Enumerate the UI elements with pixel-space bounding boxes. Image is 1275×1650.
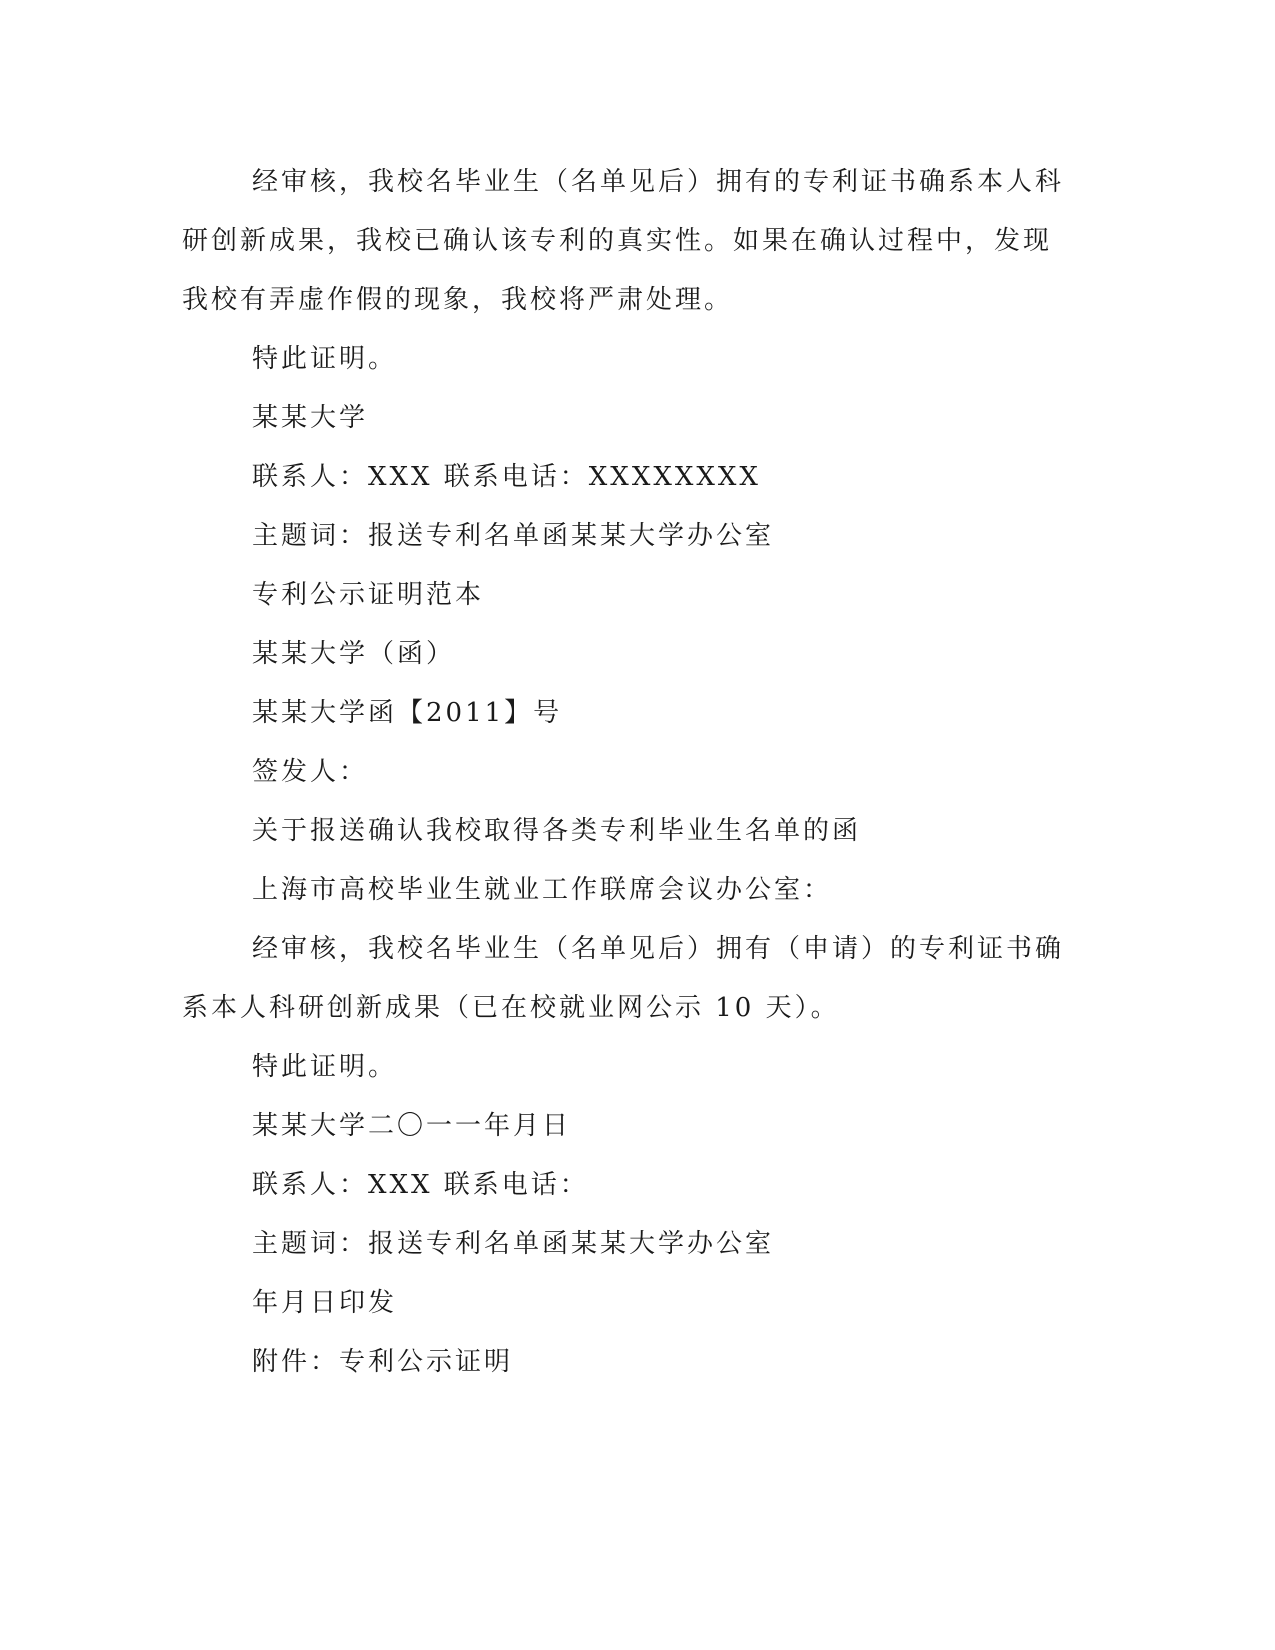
paragraph-line: 联系人：XXX 联系电话：XXXXXXXX [252, 462, 761, 492]
paragraph-line: 特此证明。 [252, 344, 398, 374]
paragraph-line: 某某大学（函） [252, 639, 456, 669]
paragraph-line: 特此证明。 [252, 1052, 398, 1082]
paragraph-line: 联系人：XXX 联系电话： [252, 1170, 589, 1200]
paragraph-line: 某某大学二〇一一年月日 [252, 1111, 572, 1141]
paragraph-line: 附件：专利公示证明 [252, 1347, 514, 1377]
paragraph-line: 我校有弄虚作假的现象，我校将严肃处理。 [182, 285, 734, 315]
document-body [182, 162, 1065, 1401]
paragraph-line: 主题词：报送专利名单函某某大学办公室 [252, 521, 775, 551]
paragraph-line: 年月日印发 [252, 1288, 398, 1318]
paragraph-line: 某某大学 [252, 403, 369, 433]
paragraph-line: 上海市高校毕业生就业工作联席会议办公室： [252, 875, 833, 905]
paragraph-line: 专利公示证明范本 [252, 580, 485, 610]
paragraph-line: 经审核，我校名毕业生（名单见后）拥有的专利证书确系本人科 [252, 167, 1065, 197]
paragraph-line: 研创新成果，我校已确认该专利的真实性。如果在确认过程中，发现 [182, 226, 1053, 256]
paragraph-line: 系本人科研创新成果（已在校就业网公示 10 天）。 [182, 993, 840, 1023]
paragraph-line: 主题词：报送专利名单函某某大学办公室 [252, 1229, 775, 1259]
paragraph-line: 经审核，我校名毕业生（名单见后）拥有（申请）的专利证书确 [252, 934, 1065, 964]
paragraph-line: 关于报送确认我校取得各类专利毕业生名单的函 [252, 816, 862, 846]
paragraph-line: 某某大学函【2011】号 [252, 698, 563, 728]
paragraph-line: 签发人： [252, 757, 369, 787]
